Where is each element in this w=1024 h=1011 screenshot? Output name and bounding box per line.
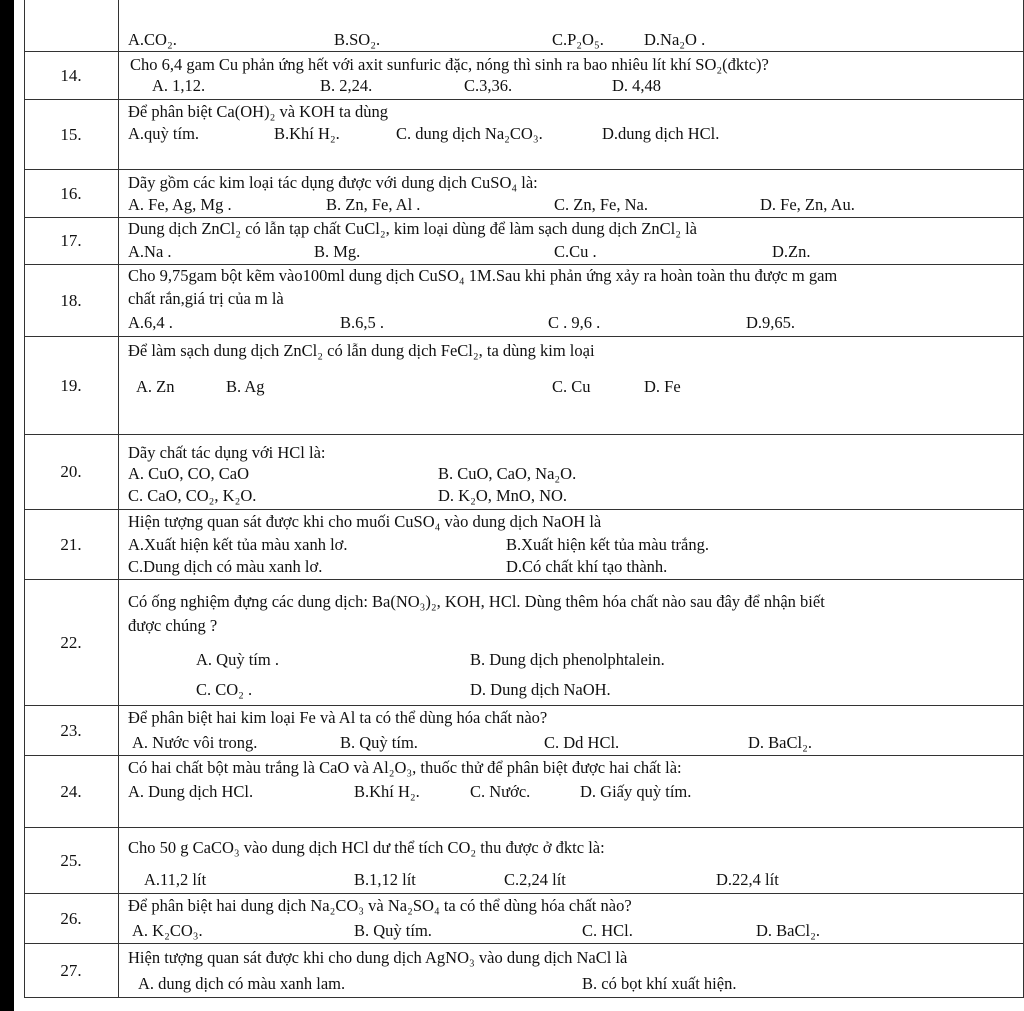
table-row-q25 (24, 828, 1024, 894)
question-number: 16. (24, 170, 119, 217)
option-d: D. BaCl₂. (756, 921, 820, 940)
option-c: C. CO₂ . (196, 680, 253, 699)
option-c: C.Dung dịch có màu xanh lơ. (128, 557, 323, 576)
option-d: D.9,65. (746, 313, 796, 332)
option-d: D. Fe, Zn, Au. (760, 195, 855, 214)
question-number: 25. (24, 828, 119, 893)
option-c: C.3,36. (464, 76, 513, 95)
option-b: B. Dung dịch phenolphtalein. (470, 650, 665, 669)
option-b: B.6,5 . (340, 313, 385, 332)
option-d: D. Giấy quỳ tím. (580, 782, 692, 801)
question-stem: Có hai chất bột màu trắng là CaO và Al₂O₃, thuốc thử để phân biệt được hai chất là: (128, 758, 682, 777)
question-number: 15. (24, 100, 119, 169)
option-a: A. 1,12. (152, 76, 206, 95)
option-b: B. có bọt khí xuất hiện. (582, 974, 737, 993)
option-a: A. dung dịch có màu xanh lam. (138, 974, 346, 993)
option-b: B.Khí H₂. (354, 782, 420, 801)
option-d: D.Zn. (772, 242, 811, 261)
option-c: C. HCl. (582, 921, 633, 940)
option-b: B. Mg. (314, 242, 361, 261)
question-number: 17. (24, 218, 119, 264)
question-stem: Dãy chất tác dụng với HCl là: (128, 443, 326, 462)
option-d: D. 4,48 (612, 76, 662, 95)
option-a: A. Zn (136, 377, 175, 396)
question-stem: Dung dịch ZnCl₂ có lẫn tạp chất CuCl₂, kim loại dùng để làm sạch dung dịch ZnCl₂ là (128, 219, 697, 238)
option-a: A. CuO, CO, CaO (128, 464, 250, 483)
option-b: B.1,12 lít (354, 870, 416, 889)
table-row-q21 (24, 510, 1024, 580)
option-a: A. Quỳ tím . (196, 650, 279, 669)
question-stem: Để phân biệt hai kim loại Fe và Al ta có thể dùng hóa chất nào? (128, 708, 548, 727)
option-a: A.Na . (128, 242, 172, 261)
question-stem: Hiện tượng quan sát được khi cho muối CuSO₄ vào dung dịch NaOH là (128, 512, 602, 531)
table-row-q18 (24, 265, 1024, 337)
option-c: C. Zn, Fe, Na. (554, 195, 648, 214)
option-a: A. Dung dịch HCl. (128, 782, 254, 801)
option-c: C. Nước. (470, 782, 531, 801)
table-row-q14 (24, 52, 1024, 100)
table-row-q17 (24, 218, 1024, 265)
option-d: D.dung dịch HCl. (602, 124, 720, 143)
option-c: C.P₂O₅. (552, 30, 604, 49)
option-b: B. CuO, CaO, Na₂O. (438, 464, 577, 483)
question-number: 19. (24, 337, 119, 434)
option-a: A. Nước vôi trong. (132, 733, 258, 752)
question-stem: Cho 50 g CaCO₃ vào dung dịch HCl dư thể tích CO₂ thu được ở đktc là: (128, 838, 605, 857)
option-a: A.CO₂. (128, 30, 177, 49)
option-d: D.Có chất khí tạo thành. (506, 557, 668, 576)
question-stem: Để phân biệt Ca(OH)₂ và KOH ta dùng (128, 102, 389, 121)
option-b: B.Xuất hiện kết tủa màu trắng. (506, 535, 709, 554)
option-a: A.6,4 . (128, 313, 173, 332)
option-a: A.11,2 lít (144, 870, 207, 889)
question-number: 23. (24, 706, 119, 755)
option-d: D.Na₂O . (644, 30, 706, 49)
option-c: C.Cu . (554, 242, 597, 261)
option-c: C . 9,6 . (548, 313, 601, 332)
table-row-q24 (24, 756, 1024, 828)
question-number: 21. (24, 510, 119, 579)
question-stem: Hiện tượng quan sát được khi cho dung dịch AgNO₃ vào dung dịch NaCl là (128, 948, 628, 967)
option-a: A. K₂CO₃. (132, 921, 203, 940)
question-stem: Cho 9,75gam bột kẽm vào100ml dung dịch CuSO₄ 1M.Sau khi phản ứng xảy ra hoàn toàn thu được m gam (128, 266, 838, 285)
option-b: B.SO₂. (334, 30, 381, 49)
question-stem: được chúng ? (128, 616, 218, 635)
table-row-prev (24, 0, 1024, 52)
table-row-q16 (24, 170, 1024, 218)
option-d: D. BaCl₂. (748, 733, 812, 752)
option-b: B. Zn, Fe, Al . (326, 195, 421, 214)
question-stem: Để làm sạch dung dịch ZnCl₂ có lẫn dung dịch FeCl₂, ta dùng kim loại (128, 341, 595, 360)
table-row-q27 (24, 944, 1024, 998)
document-page (14, 0, 1024, 1011)
question-stem: Cho 6,4 gam Cu phản ứng hết với axit sunfuric đặc, nóng thì sinh ra bao nhiêu lít khí SO₂(đktc)? (130, 55, 769, 74)
option-a: A.quỳ tím. (128, 124, 200, 143)
option-d: D. Dung dịch NaOH. (470, 680, 611, 699)
question-number: 26. (24, 894, 119, 943)
table-row-q23 (24, 706, 1024, 756)
question-number: 24. (24, 756, 119, 827)
option-c: C. dung dịch Na₂CO₃. (396, 124, 543, 143)
question-number: 18. (24, 265, 119, 336)
question-stem: Có ống nghiệm đựng các dung dịch: Ba(NO₃)₂, KOH, HCl. Dùng thêm hóa chất nào sau đây để nhận biết (128, 592, 825, 611)
option-a: A.Xuất hiện kết tủa màu xanh lơ. (128, 535, 348, 554)
option-c: C. CaO, CO₂, K₂O. (128, 486, 257, 505)
question-stem: Để phân biệt hai dung dịch Na₂CO₃ và Na₂SO₄ ta có thể dùng hóa chất nào? (128, 896, 632, 915)
question-number: 20. (24, 435, 119, 509)
option-b: B. Quỳ tím. (354, 921, 432, 940)
option-d: D. K₂O, MnO, NO. (438, 486, 568, 505)
option-d: D.22,4 lít (716, 870, 779, 889)
option-b: B. Ag (226, 377, 265, 396)
question-stem: Dãy gồm các kim loại tác dụng được với dung dịch CuSO₄ là: (128, 173, 538, 192)
option-c: C. Cu (552, 377, 591, 396)
option-d: D. Fe (644, 377, 681, 396)
question-stem: chất rắn,giá trị của m là (128, 289, 284, 308)
option-b: B. Quỳ tím. (340, 733, 418, 752)
table-row-q19 (24, 337, 1024, 435)
table-row-q26 (24, 894, 1024, 944)
option-c: C. Dd HCl. (544, 733, 620, 752)
question-number: 22. (24, 580, 119, 705)
option-c: C.2,24 lít (504, 870, 566, 889)
question-number (24, 0, 119, 51)
table-row-q15 (24, 100, 1024, 170)
option-b: B.Khí H₂. (274, 124, 340, 143)
question-number: 27. (24, 944, 119, 997)
table-row-q22 (24, 580, 1024, 706)
option-b: B. 2,24. (320, 76, 373, 95)
table-row-q20 (24, 435, 1024, 510)
option-a: A. Fe, Ag, Mg . (128, 195, 232, 214)
question-number: 14. (24, 52, 119, 99)
